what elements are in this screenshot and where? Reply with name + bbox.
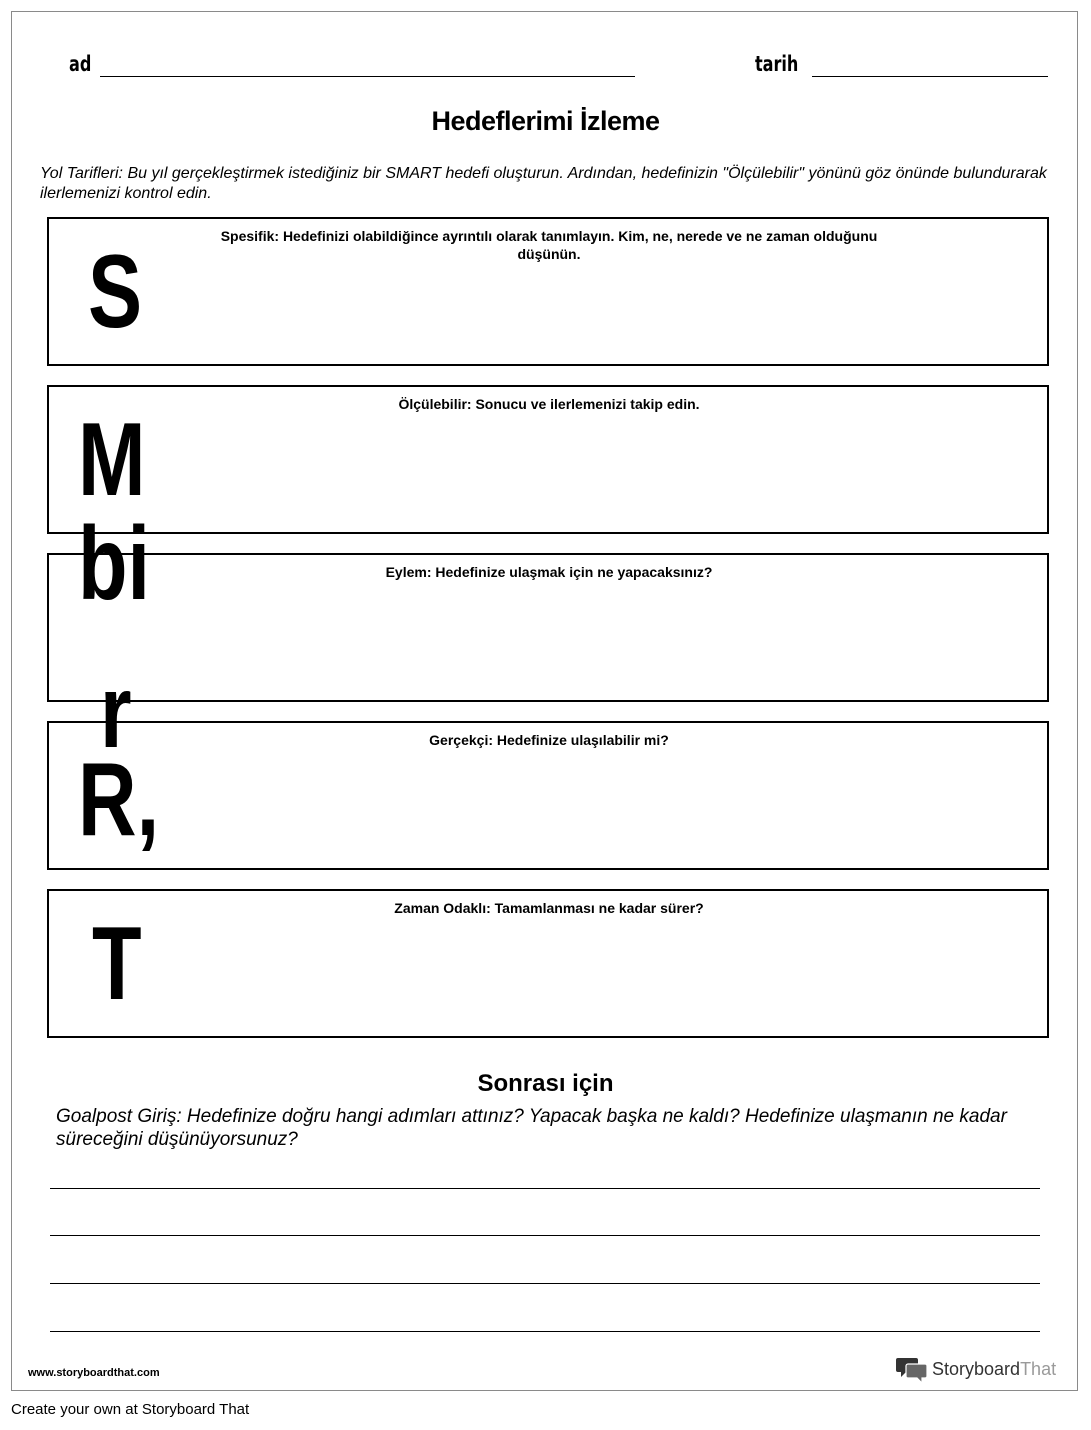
letter-s: S [88, 234, 143, 350]
letter-m: M [78, 402, 146, 518]
measurable-box[interactable] [47, 385, 1049, 534]
action-prompt: Eylem: Hedefinize ulaşmak için ne yapacaksınız? [385, 564, 713, 580]
name-line[interactable] [100, 76, 635, 77]
site-url[interactable]: www.storyboardthat.com [28, 1367, 160, 1379]
letter-bi: bi [78, 506, 151, 622]
date-line[interactable] [812, 76, 1048, 77]
create-your-own-link[interactable]: Create your own at Storyboard That [11, 1401, 250, 1418]
name-label: ad [69, 52, 92, 76]
letter-r-lower: r [100, 654, 132, 770]
brand-name: StoryboardThat [932, 1358, 1057, 1379]
directions-text: Yol Tarifleri: Bu yıl gerçekleştirmek istediğiniz bir SMART hedefi oluşturun. Ardından, hedefinizin "Ölçülebilir" yönünü göz önünde bulundurarak ilerlemenizi kontrol edin. [40, 165, 1047, 202]
time-box[interactable] [47, 889, 1049, 1038]
writing-line[interactable] [50, 1331, 1040, 1332]
storyboardthat-logo[interactable] [896, 1354, 1056, 1384]
letter-t: T [92, 906, 142, 1022]
page-title: Hedeflerimi İzleme [431, 106, 660, 136]
date-label: tarih [755, 52, 799, 76]
specific-prompt: Spesifik: Hedefinizi olabildiğince ayrıntılı olarak tanımlayın. Kim, ne, nerede ve ne zaman olduğunu düşünün. [220, 228, 878, 262]
worksheet-page [11, 11, 1078, 1391]
specific-box[interactable] [47, 217, 1049, 366]
after-prompt: Goalpost Giriş: Hedefinize doğru hangi adımları attınız? Yapacak başka ne kaldı? Hedefinize ulaşmanın ne kadar süreceğini düşünüyorsunuz? [56, 1106, 1007, 1150]
realistic-box[interactable] [47, 721, 1049, 870]
writing-line[interactable] [50, 1283, 1040, 1284]
writing-line[interactable] [50, 1188, 1040, 1189]
speech-bubbles-icon [896, 1355, 928, 1383]
letter-r-upper: R, [78, 742, 160, 858]
after-title: Sonrası için [477, 1070, 614, 1097]
realistic-prompt: Gerçekçi: Hedefinize ulaşılabilir mi? [429, 732, 669, 748]
action-box[interactable] [47, 553, 1049, 702]
time-prompt: Zaman Odaklı: Tamamlanması ne kadar sürer? [394, 900, 704, 916]
measurable-prompt: Ölçülebilir: Sonucu ve ilerlemenizi takip edin. [398, 396, 700, 412]
writing-line[interactable] [50, 1235, 1040, 1236]
